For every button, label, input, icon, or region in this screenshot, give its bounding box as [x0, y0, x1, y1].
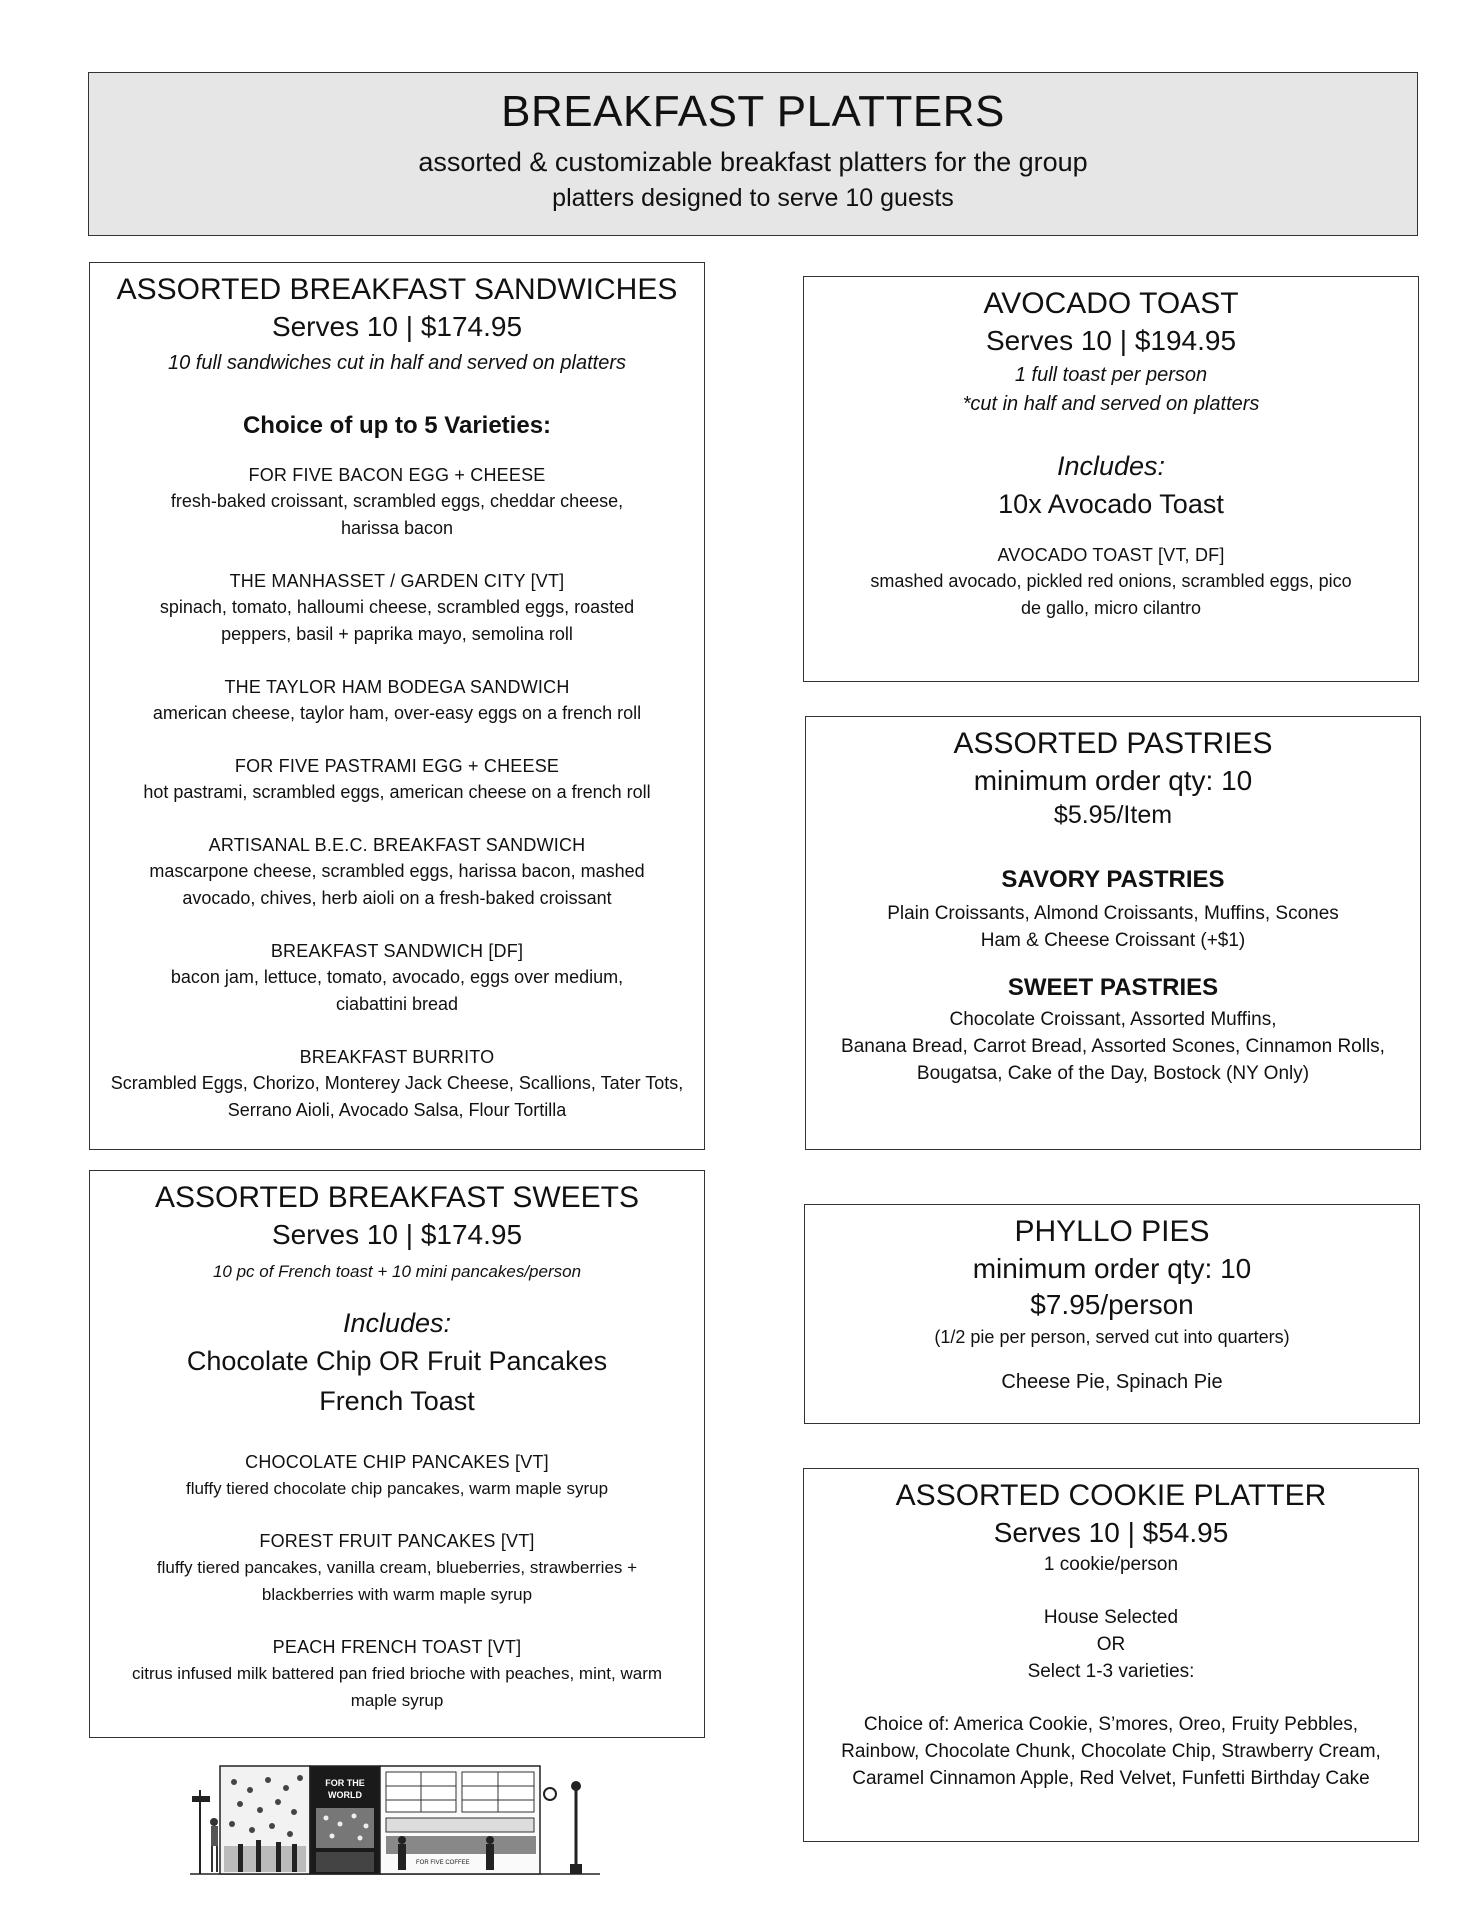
- includes-label: Includes:: [1056, 451, 1166, 481]
- section-price: $5.95/Item: [1053, 801, 1173, 829]
- storefront-illustration: [190, 1760, 600, 1878]
- includes-item: 10x Avocado Toast: [998, 489, 1224, 519]
- section-price: Serves 10 | $174.95: [271, 311, 523, 342]
- page-subtitle: assorted & customizable breakfast platters for the group: [418, 147, 1088, 177]
- sweet-list: Chocolate Croissant, Assorted Muffins,: [949, 1009, 1277, 1030]
- awning-text: FOR FIVE COFFEE: [416, 1860, 470, 1866]
- menu-item-name: BREAKFAST BURRITO: [299, 1047, 495, 1067]
- menu-item-description: american cheese, taylor ham, over-easy eggs on a french roll: [152, 703, 642, 723]
- selection-line: House Selected: [1043, 1607, 1179, 1628]
- includes-item: Chocolate Chip OR Fruit Pancakes: [186, 1346, 608, 1376]
- minimum-order: minimum order qty: 10: [972, 1253, 1252, 1284]
- menu-item: [90, 938, 704, 1018]
- menu-item-description: mascarpone cheese, scrambled eggs, harissa bacon, mashed avocado, chives, herb aioli on a fresh-baked croissant: [149, 861, 645, 908]
- menu-item-name: AVOCADO TOAST [VT, DF]: [997, 545, 1225, 565]
- menu-item: [90, 1528, 704, 1608]
- menu-item-name: FOR FIVE BACON EGG + CHEESE: [248, 465, 546, 485]
- section-title: ASSORTED PASTRIES: [953, 727, 1273, 760]
- section-phyllo-pies: [804, 1204, 1420, 1424]
- sign-text: FOR THE: [325, 1778, 365, 1788]
- choice-heading: Choice of up to 5 Varieties:: [242, 412, 552, 439]
- menu-item: [90, 1449, 704, 1502]
- section-assorted-pastries: [805, 716, 1421, 1150]
- menu-item-description: hot pastrami, scrambled eggs, american cheese on a french roll: [143, 782, 651, 802]
- page-header: [88, 72, 1418, 236]
- section-note: (1/2 pie per person, served cut into quarters): [934, 1327, 1290, 1347]
- menu-item-description: fluffy tiered chocolate chip pancakes, warm maple syrup: [185, 1479, 609, 1498]
- menu-item-name: THE TAYLOR HAM BODEGA SANDWICH: [224, 677, 570, 697]
- section-title: ASSORTED COOKIE PLATTER: [895, 1479, 1327, 1512]
- section-cookie-platter: [803, 1468, 1419, 1842]
- menu-item-description: bacon jam, lettuce, tomato, avocado, eggs over medium, ciabattini bread: [170, 967, 624, 1014]
- page-title: BREAKFAST PLATTERS: [501, 87, 1005, 136]
- section-price: Serves 10 | $194.95: [985, 325, 1237, 356]
- section-title: ASSORTED BREAKFAST SANDWICHES: [116, 273, 678, 306]
- cookie-choices: Choice of: America Cookie, S’mores, Oreo, Fruity Pebbles, Rainbow, Chocolate Chunk, Chocolate Chip, Strawberry Cream, Caramel Cinnamon Apple, Red Velvet, Funfetti Birthday Cake: [841, 1714, 1381, 1789]
- section-note: 10 full sandwiches cut in half and served on platters: [167, 352, 627, 374]
- section-breakfast-sandwiches: [89, 262, 705, 1150]
- sign-text: WORLD: [328, 1790, 362, 1800]
- sweet-list: Banana Bread, Carrot Bread, Assorted Scones, Cinnamon Rolls,: [841, 1036, 1385, 1057]
- page-subtitle-2: platters designed to serve 10 guests: [552, 184, 954, 212]
- section-price: Serves 10 | $54.95: [993, 1517, 1229, 1548]
- savory-list: Plain Croissants, Almond Croissants, Muffins, Scones: [887, 903, 1339, 924]
- includes-label: Includes:: [342, 1308, 452, 1338]
- menu-item-description: Scrambled Eggs, Chorizo, Monterey Jack Cheese, Scallions, Tater Tots, Serrano Aioli, Avocado Salsa, Flour Tortilla: [110, 1073, 684, 1120]
- menu-item-description: spinach, tomato, halloumi cheese, scrambled eggs, roasted peppers, basil + paprika mayo, semolina roll: [159, 597, 635, 644]
- pie-options: Cheese Pie, Spinach Pie: [1001, 1371, 1223, 1393]
- menu-item-name: FOR FIVE PASTRAMI EGG + CHEESE: [234, 756, 560, 776]
- menu-item-name: ARTISANAL B.E.C. BREAKFAST SANDWICH: [208, 835, 586, 855]
- menu-item-name: PEACH FRENCH TOAST [VT]: [272, 1637, 522, 1657]
- section-note: *cut in half and served on platters: [962, 393, 1260, 415]
- section-title: AVOCADO TOAST: [983, 287, 1239, 320]
- menu-item: [90, 1044, 704, 1124]
- section-price: $7.95/person: [1030, 1289, 1194, 1320]
- selection-line: Select 1-3 varieties:: [1027, 1661, 1195, 1682]
- menu-item-description: fresh-baked croissant, scrambled eggs, cheddar cheese, harissa bacon: [170, 491, 624, 538]
- menu-item: [90, 674, 704, 727]
- includes-item: French Toast: [319, 1386, 475, 1416]
- section-note: 1 cookie/person: [1043, 1554, 1179, 1575]
- sweet-list: Bougatsa, Cake of the Day, Bostock (NY Only): [916, 1063, 1310, 1084]
- menu-item: [90, 462, 704, 542]
- menu-item-description: citrus infused milk battered pan fried brioche with peaches, mint, warm maple syrup: [131, 1664, 663, 1710]
- menu-item-name: THE MANHASSET / GARDEN CITY [VT]: [229, 571, 565, 591]
- savory-list: Ham & Cheese Croissant (+$1): [980, 930, 1246, 951]
- menu-item-description: fluffy tiered pancakes, vanilla cream, blueberries, strawberries + blackberries with warm maple syrup: [156, 1558, 638, 1604]
- menu-item: [90, 753, 704, 806]
- menu-item: [804, 542, 1418, 622]
- section-note: 1 full toast per person: [1014, 364, 1208, 386]
- section-title: ASSORTED BREAKFAST SWEETS: [154, 1181, 639, 1214]
- menu-item: [90, 832, 704, 912]
- menu-item: [90, 1634, 704, 1714]
- selection-line: OR: [1096, 1634, 1126, 1655]
- section-price: Serves 10 | $174.95: [271, 1219, 523, 1250]
- minimum-order: minimum order qty: 10: [973, 765, 1253, 796]
- section-title: PHYLLO PIES: [1014, 1215, 1210, 1248]
- menu-item-name: CHOCOLATE CHIP PANCAKES [VT]: [245, 1452, 549, 1472]
- menu-item-name: BREAKFAST SANDWICH [DF]: [270, 941, 524, 961]
- section-breakfast-sweets: [89, 1170, 705, 1738]
- menu-item-name: FOREST FRUIT PANCAKES [VT]: [259, 1531, 535, 1551]
- menu-item: [90, 568, 704, 648]
- sweet-heading: SWEET PASTRIES: [1007, 974, 1219, 1001]
- section-avocado-toast: [803, 276, 1419, 682]
- section-note: 10 pc of French toast + 10 mini pancakes/person: [212, 1262, 582, 1281]
- menu-item-description: smashed avocado, pickled red onions, scrambled eggs, pico de gallo, micro cilantro: [870, 571, 1352, 618]
- savory-heading: SAVORY PASTRIES: [1001, 866, 1225, 893]
